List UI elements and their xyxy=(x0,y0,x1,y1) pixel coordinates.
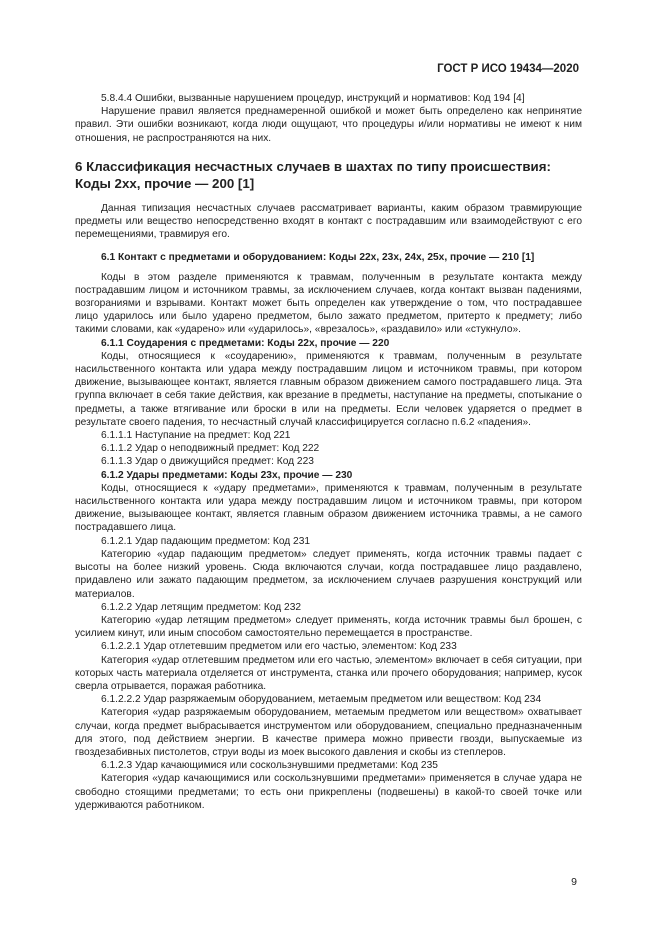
section-6-1-1-heading: 6.1.1 Соударения с предметами: Коды 22х, прочие — 220 xyxy=(101,337,390,349)
clause-6-1-2-1-title: 6.1.2.1 Удар падающим предметом: Код 231 xyxy=(101,535,311,547)
clause-6-1-2-1-body: Категорию «удар падающим предметом» следует применять, когда источник травмы падает с высоты на более низкий уровень. Сюда включаются случаи, когда пострадавшее лицо раздавлено, придавлено или зажато падающим предметом, за исключением случаев разрушения конструкций или материалов. xyxy=(75,548,582,600)
section-6-1-2-body: Коды, относящиеся к «удару предметами», применяются к травмам, полученным в результате насильственного контакта или удара между пострадавшим лицом и источником травмы, при котором движение, вызывающее контакт, является главным образом движением источника травмы, а не самого пострадавшего лица. xyxy=(75,482,582,534)
document-body xyxy=(75,92,582,812)
page-number: 9 xyxy=(571,876,577,888)
section-6-1-body: Коды в этом разделе применяются к травмам, полученным в результате контакта между пострадавшим лицом и источником травмы, за исключением случаев, когда контакт вызван падениями, возгораниями и взрывами. Контакт может быть определен как утверждение о том, что пострадавшее лицо ударилось или было ударено предметом, было зажато предметом, притерто к предмету; либо такими словами, как «ударено» или «ударилось», «врезалось», «раздавило» или «стукнуло». xyxy=(75,271,582,336)
clause-6-1-2-2-body: Категорию «удар летящим предметом» следует применять, когда источник травмы был брошен, с усилием кинут, или иным способом самостоятельно перемещается в пространстве. xyxy=(75,614,582,640)
clause-6-1-2-2-title: 6.1.2.2 Удар летящим предметом: Код 232 xyxy=(101,601,302,613)
section-6-intro: Данная типизация несчастных случаев рассматривает варианты, каким образом травмирующие предметы или вещество непосредственно входят в контакт с пострадавшим или взаимодействуют с его перемещениями, травмируя его. xyxy=(75,202,582,241)
clause-6-1-1-3: 6.1.1.3 Удар о движущийся предмет: Код 223 xyxy=(101,456,314,468)
clause-6-1-1-1: 6.1.1.1 Наступание на предмет: Код 221 xyxy=(101,430,291,442)
clause-6-1-1-2: 6.1.1.2 Удар о неподвижный предмет: Код 222 xyxy=(101,443,320,455)
clause-6-1-2-2-1-title: 6.1.2.2.1 Удар отлетевшим предметом или его частью, элементом: Код 233 xyxy=(101,641,457,653)
clause-6-1-2-3-title: 6.1.2.3 Удар качающимися или соскользнувшими предметами: Код 235 xyxy=(101,760,438,772)
clause-6-1-2-2-1-body: Категория «удар отлетевшим предметом или его частью, элементом» включает в себя ситуации, при которых часть материала отделяется от инструмента, станка или прочего оборудования; например, кусок сверла отрывается, поражая работника. xyxy=(75,654,582,692)
document-code-header: ГОСТ Р ИСО 19434—2020 xyxy=(437,63,579,75)
clause-6-1-2-2-2-body: Категория «удар разряжаемым оборудованием, метаемым предметом или веществом» охватывает случаи, когда предмет выбрасывается инструментом или оборудованием, специально предназначенным для этого, под действием энергии. В качестве примера можно привести гвозди, выпускаемые из гвоздезабивных пистолетов, струи воды из моек высокого давления и скобы из степлеров. xyxy=(75,707,582,758)
clause-6-1-2-2-2-title: 6.1.2.2.2 Удар разряжаемым оборудованием, метаемым предметом или веществом: Код 234 xyxy=(101,694,542,706)
section-6-1-heading: 6.1 Контакт с предметами и оборудованием: Коды 22х, 23х, 24х, 25х, прочие — 210 [1] xyxy=(101,252,535,264)
clause-6-1-2-3-body: Категория «удар качающимися или соскользнувшими предметами» применяется в случае удара не свободно стоящими предметами; то есть они прикреплены (подвешены) в какой-то своей точке или удерживаются работником. xyxy=(75,773,582,811)
section-6-1-1-body: Коды, относящиеся к «соударению», применяются к травмам, полученным в результате насильственного контакта или удара между пострадавшим лицом и источником травмы, при котором движение, вызывающее контакт, является главным образом движением самого пострадавшего лица. Эта группа включает в себя такие действия, как врезание в предметы, наступание на предметы, спотыкание о предметы, а также втягивание или броски в или на предметы. Если человек ударяется о предмет в результате своего падения, то несчастный случай классифицируется согласно п.6.2 «падения». xyxy=(75,350,582,428)
clause-5-8-4-4-body: Нарушение правил является преднамеренной ошибкой и может быть определено как непринятие правил. Эти ошибки возникают, когда люди ощущают, что процедуры и/или нормативы не имеют к ним отношения, не распространяются на них. xyxy=(75,106,582,144)
section-6-1-2-heading: 6.1.2 Удары предметами: Коды 23х, прочие — 230 xyxy=(101,469,353,481)
clause-5-8-4-4-title: 5.8.4.4 Ошибки, вызванные нарушением процедур, инструкций и нормативов: Код 194 [4] xyxy=(101,93,525,104)
section-6-heading: 6 Классификация несчастных случаев в шахтах по типу происшествия: Коды 2хх, прочие — 200 [1] xyxy=(75,158,551,191)
